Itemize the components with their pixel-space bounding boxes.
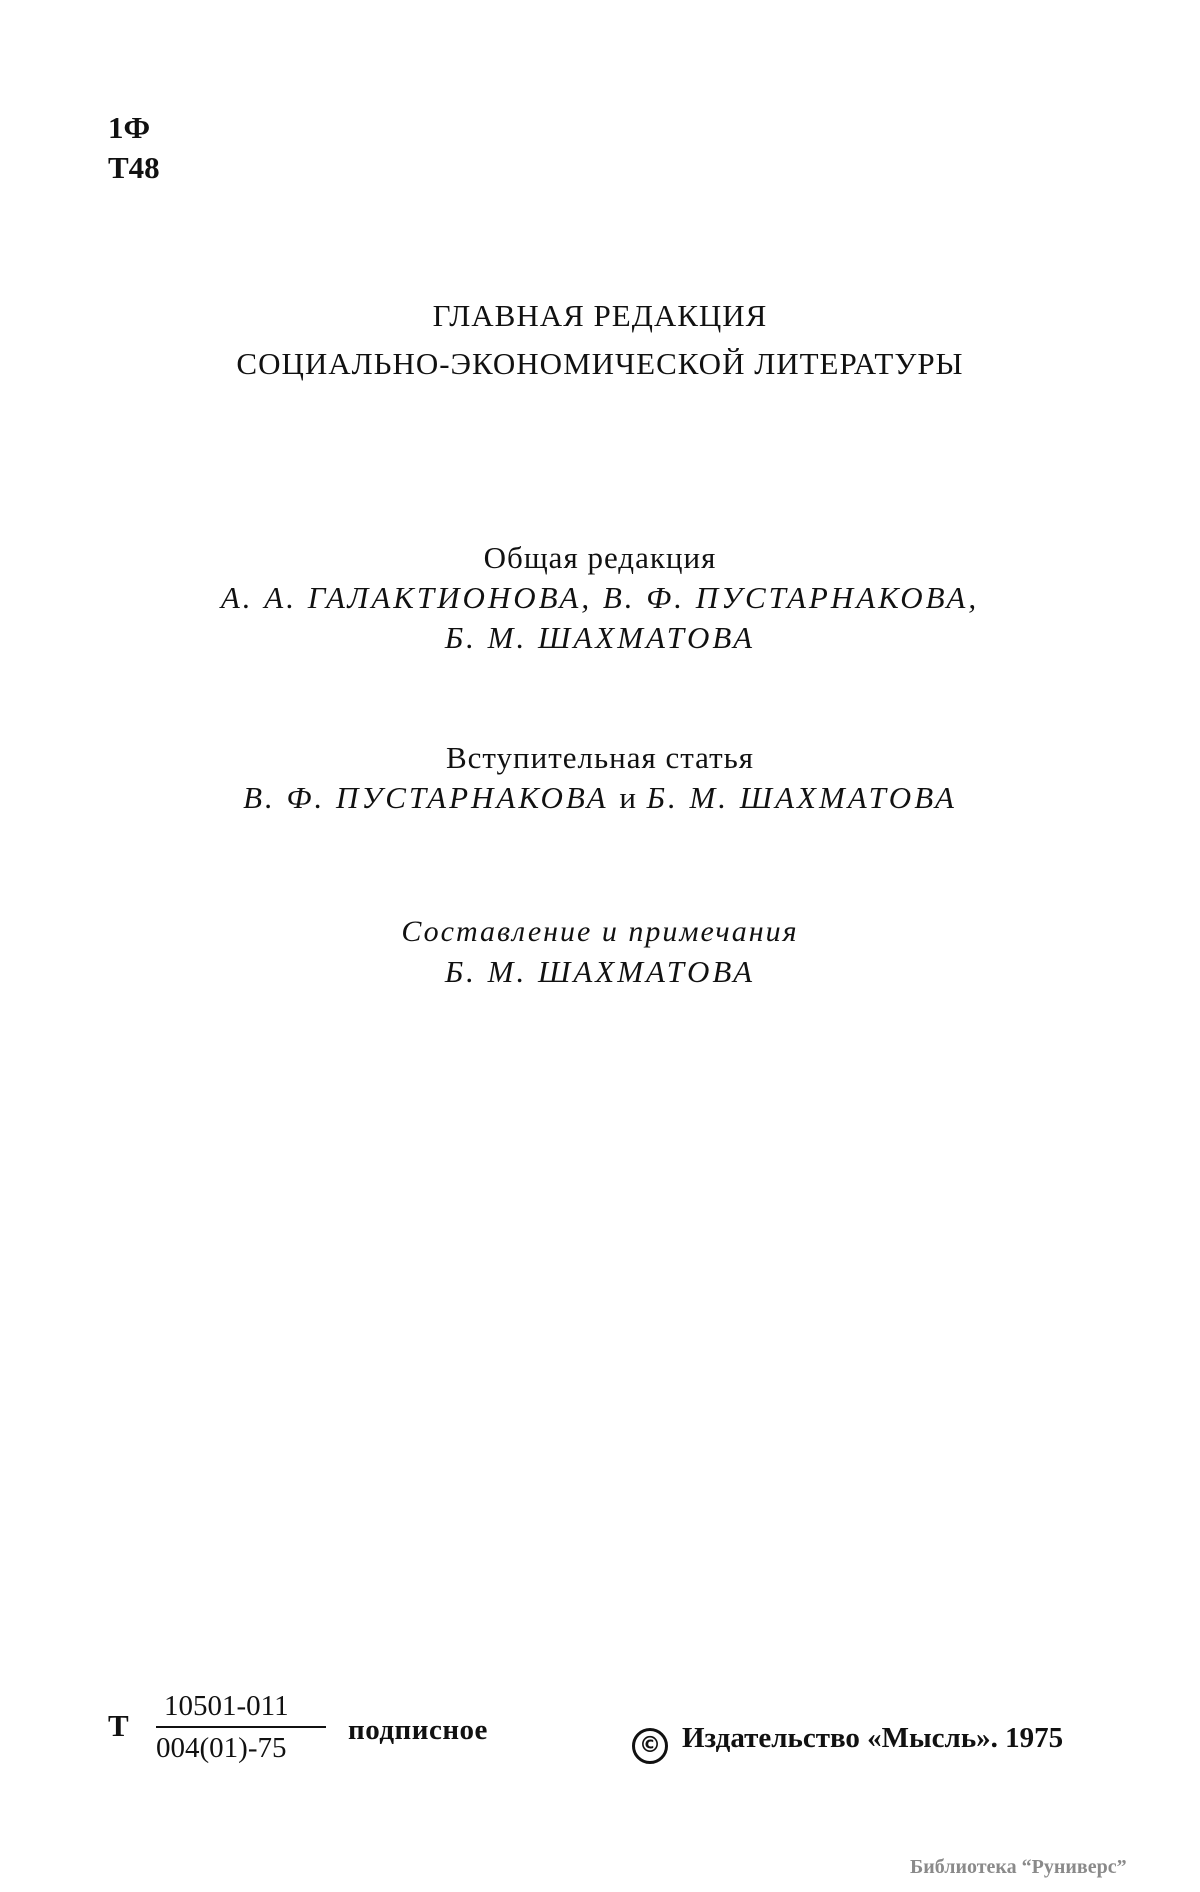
editors-names-line-2: Б. М. ШАХМАТОВА bbox=[444, 620, 756, 655]
general-editing-section bbox=[0, 538, 1200, 658]
editors-names-line-1: А. А. ГАЛАКТИОНОВА, В. Ф. ПУСТАРНАКОВА, bbox=[220, 580, 980, 615]
department-line-2: СОЦИАЛЬНО-ЭКОНОМИЧЕСКОЙ ЛИТЕРАТУРЫ bbox=[236, 346, 964, 381]
fraction-divider bbox=[156, 1726, 326, 1728]
index-letter: Т bbox=[108, 1708, 129, 1743]
library-watermark: Библиотека “Руниверс” bbox=[910, 1856, 1127, 1878]
introduction-conjunction: и bbox=[619, 780, 636, 815]
author-mark: Т48 bbox=[108, 150, 160, 185]
compilation-label: Составление и примечания bbox=[401, 915, 799, 948]
general-editing-label: Общая редакция bbox=[483, 540, 717, 575]
introduction-section bbox=[0, 738, 1200, 818]
compilation-name: Б. М. ШАХМАТОВА bbox=[444, 954, 756, 989]
compilation-section bbox=[0, 912, 1200, 992]
index-numerator: 10501-011 bbox=[164, 1690, 289, 1722]
library-classification bbox=[108, 108, 160, 188]
copyright-text: Издательство «Мысль». 1975 bbox=[682, 1722, 1064, 1754]
introduction-label: Вступительная статья bbox=[445, 740, 755, 775]
department-line-1: ГЛАВНАЯ РЕДАКЦИЯ bbox=[432, 298, 768, 333]
introduction-author-2: Б. М. ШАХМАТОВА bbox=[646, 780, 957, 815]
subscription-note: подписное bbox=[348, 1714, 488, 1746]
classification-code: 1Ф bbox=[108, 110, 151, 145]
index-fraction bbox=[156, 1688, 336, 1766]
introduction-author-1: В. Ф. ПУСТАРНАКОВА bbox=[243, 780, 609, 815]
copyright-icon: © bbox=[632, 1728, 668, 1764]
index-denominator: 004(01)-75 bbox=[156, 1732, 287, 1764]
catalog-index bbox=[108, 1688, 528, 1788]
introduction-authors bbox=[0, 778, 1200, 818]
publisher-department bbox=[0, 292, 1200, 388]
copyright-line bbox=[632, 1722, 1063, 1764]
